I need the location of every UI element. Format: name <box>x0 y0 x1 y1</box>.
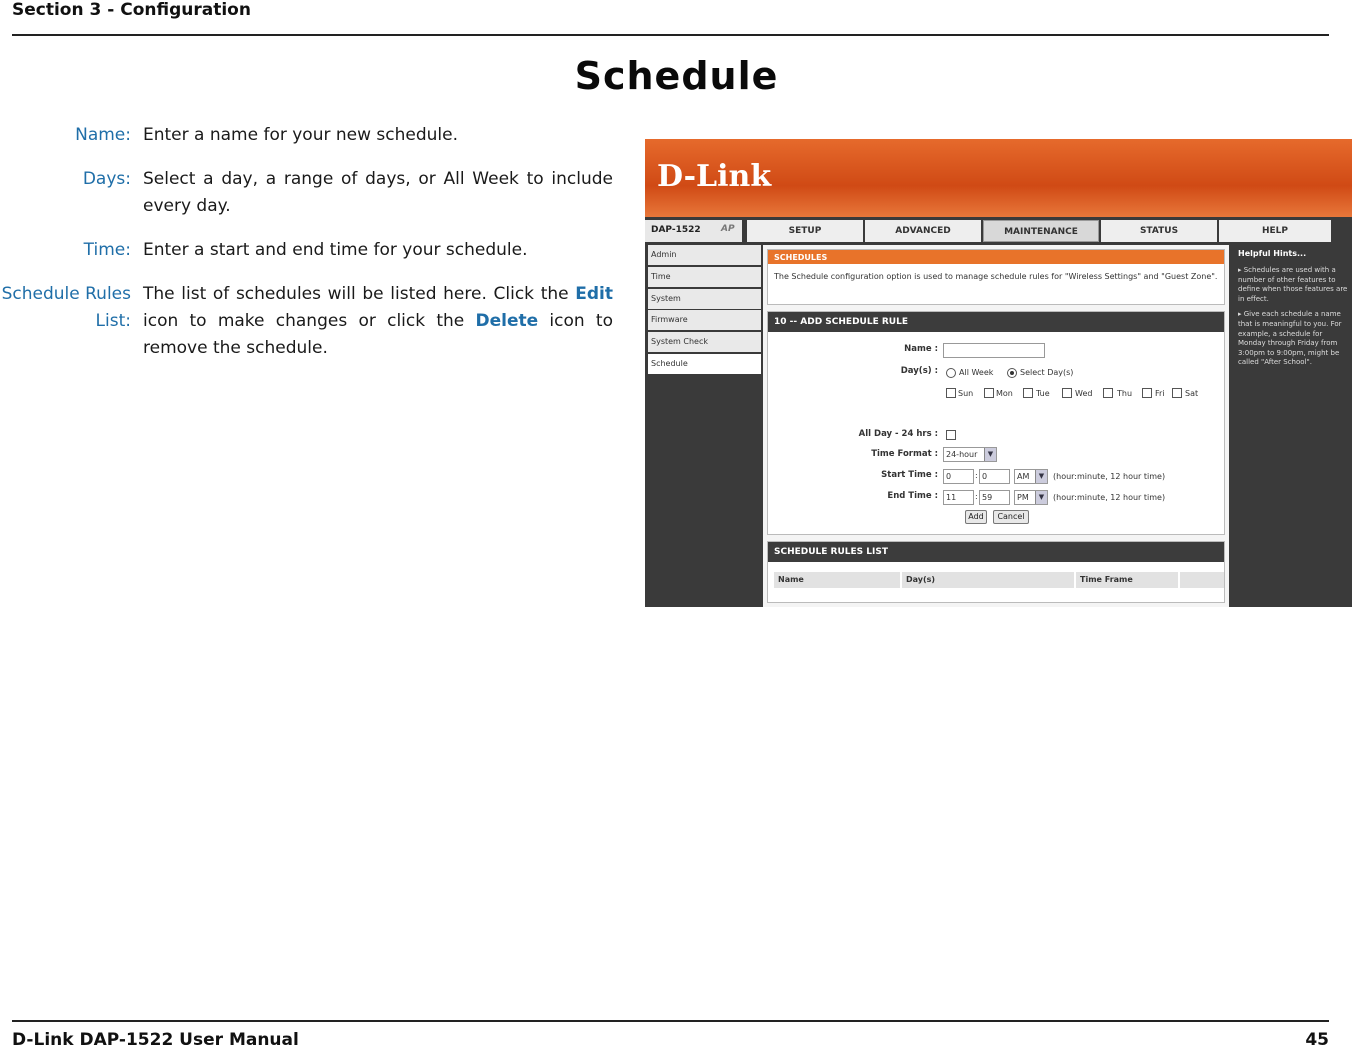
chevron-down-icon: ▼ <box>1035 470 1047 483</box>
name-label: Name : <box>904 344 938 354</box>
day-tue-checkbox[interactable] <box>1023 388 1033 398</box>
dlink-logo: D-Link <box>657 159 772 194</box>
day-fri-label: Fri <box>1155 389 1165 398</box>
definition-name <box>0 122 625 149</box>
tab-status[interactable]: STATUS <box>1101 220 1217 242</box>
day-wed-checkbox[interactable] <box>1062 388 1072 398</box>
all-day-checkbox[interactable] <box>946 430 956 440</box>
desc-rules-mid: icon to make changes or click the <box>143 311 476 331</box>
sidebar-item-system-check[interactable]: System Check <box>648 332 761 352</box>
schedules-title: SCHEDULES <box>768 250 1224 264</box>
rules-list-panel <box>767 541 1225 603</box>
definition-days <box>0 166 625 220</box>
top-nav <box>645 219 1352 243</box>
help-hint-2: ▸ Give each schedule a name that is meaningful to you. For example, a schedule for Monday through Friday from 3:00pm to 9:00pm, might be called "After School". <box>1238 310 1342 367</box>
sidebar-item-schedule[interactable]: Schedule <box>648 354 761 374</box>
footer-divider <box>12 1020 1329 1022</box>
sidebar-item-time[interactable]: Time <box>648 267 761 287</box>
end-minute-input[interactable]: 59 <box>979 490 1010 505</box>
chevron-down-icon: ▼ <box>984 448 996 461</box>
definition-time <box>0 237 625 264</box>
term-rules-list: Schedule Rules List: <box>1 284 131 331</box>
term-time: Time: <box>83 240 131 260</box>
chevron-down-icon: ▼ <box>1035 491 1047 504</box>
page-number: 45 <box>1305 1030 1329 1049</box>
header-divider <box>12 34 1329 36</box>
column-header-days: Day(s) <box>902 572 1074 588</box>
days-label: Day(s) : <box>900 366 938 376</box>
start-colon: : <box>975 471 978 480</box>
cancel-button[interactable]: Cancel <box>993 510 1029 524</box>
schedules-description: The Schedule configuration option is used to manage schedule rules for "Wireless Settings" and "Guest Zone". <box>774 272 1218 281</box>
edit-keyword: Edit <box>575 284 613 304</box>
dlink-banner <box>645 139 1352 217</box>
day-mon-label: Mon <box>996 389 1013 398</box>
day-sun-label: Sun <box>958 389 974 398</box>
desc-rules-pre: The list of schedules will be listed here. Click the <box>143 284 576 304</box>
footer-manual-title: D-Link DAP-1522 User Manual <box>12 1030 299 1049</box>
start-ampm-value: AM <box>1017 472 1030 481</box>
definition-rules-list <box>0 281 625 362</box>
tab-advanced[interactable]: ADVANCED <box>865 220 981 242</box>
rules-list-title: SCHEDULE RULES LIST <box>768 542 1224 562</box>
tab-maintenance[interactable]: MAINTENANCE <box>983 220 1099 242</box>
desc-time: Enter a start and end time for your schedule. <box>143 240 528 260</box>
schedules-panel <box>767 249 1225 305</box>
model-suffix: AP <box>721 224 735 234</box>
time-format-label: Time Format : <box>871 449 938 459</box>
router-screenshot <box>645 139 1352 607</box>
add-button[interactable]: Add <box>965 510 987 524</box>
schedule-name-input[interactable] <box>943 343 1045 358</box>
start-ampm-select[interactable] <box>1014 469 1048 484</box>
all-week-label: All Week <box>959 368 994 377</box>
tab-setup[interactable]: SETUP <box>747 220 863 242</box>
start-time-label: Start Time : <box>881 470 938 480</box>
add-rule-title: 10 -- ADD SCHEDULE RULE <box>768 312 1224 332</box>
model-label <box>645 220 745 242</box>
desc-rules-list <box>143 281 613 362</box>
model-name: DAP-1522 <box>651 225 701 235</box>
term-name: Name: <box>75 125 131 145</box>
end-hour-input[interactable]: 11 <box>943 490 974 505</box>
day-sun-checkbox[interactable] <box>946 388 956 398</box>
day-sat-checkbox[interactable] <box>1172 388 1182 398</box>
desc-rules-post: icon to remove the schedule. <box>143 311 613 358</box>
end-ampm-select[interactable] <box>1014 490 1048 505</box>
time-format-value: 24-hour <box>946 450 978 459</box>
tab-help[interactable]: HELP <box>1219 220 1331 242</box>
select-days-radio[interactable] <box>1007 368 1017 378</box>
sidebar-item-firmware[interactable]: Firmware <box>648 310 761 330</box>
day-mon-checkbox[interactable] <box>984 388 994 398</box>
delete-keyword: Delete <box>475 311 539 331</box>
start-minute-input[interactable]: 0 <box>979 469 1010 484</box>
side-menu <box>648 245 761 607</box>
sidebar-item-system[interactable]: System <box>648 289 761 309</box>
all-day-label: All Day - 24 hrs : <box>858 429 938 439</box>
add-rule-panel <box>767 311 1225 535</box>
desc-days: Select a day, a range of days, or All Week to include every day. <box>143 169 613 216</box>
day-wed-label: Wed <box>1075 389 1093 398</box>
day-thu-label: Thu <box>1117 389 1133 398</box>
end-time-label: End Time : <box>887 491 938 501</box>
select-days-label: Select Day(s) <box>1020 368 1074 377</box>
start-hour-input[interactable]: 0 <box>943 469 974 484</box>
main-content <box>763 245 1229 607</box>
page-title: Schedule <box>574 54 779 98</box>
end-time-hint: (hour:minute, 12 hour time) <box>1053 493 1166 502</box>
sidebar-item-admin[interactable]: Admin <box>648 245 761 265</box>
all-week-radio[interactable] <box>946 368 956 378</box>
column-header-time-frame: Time Frame <box>1076 572 1178 588</box>
desc-name: Enter a name for your new schedule. <box>143 125 459 145</box>
term-days: Days: <box>82 169 131 189</box>
definition-list <box>0 122 625 379</box>
section-header: Section 3 - Configuration <box>12 0 251 20</box>
column-header-actions <box>1180 572 1224 588</box>
help-title: Helpful Hints... <box>1238 249 1307 258</box>
day-tue-label: Tue <box>1036 389 1050 398</box>
help-panel <box>1234 245 1352 607</box>
end-colon: : <box>975 492 978 501</box>
day-fri-checkbox[interactable] <box>1142 388 1152 398</box>
day-thu-checkbox[interactable] <box>1103 388 1113 398</box>
column-header-name: Name <box>774 572 900 588</box>
day-sat-label: Sat <box>1185 389 1199 398</box>
help-hint-1: ▸ Schedules are used with a number of other features to define when those features are in effect. <box>1238 266 1348 303</box>
start-time-hint: (hour:minute, 12 hour time) <box>1053 472 1166 481</box>
end-ampm-value: PM <box>1017 493 1029 502</box>
time-format-select[interactable] <box>943 447 997 462</box>
